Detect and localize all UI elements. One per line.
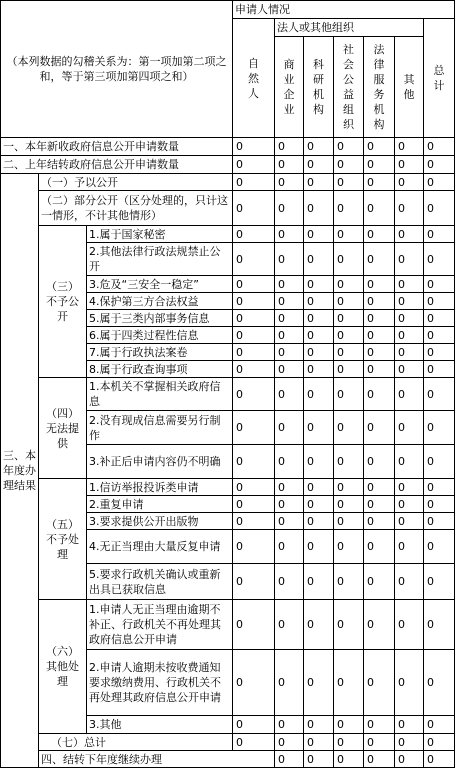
item-label: 8.属于行政查询事项	[87, 361, 233, 378]
header-research: 科研机构	[304, 37, 334, 138]
value-cell: 0	[275, 310, 304, 327]
value-cell: 0	[304, 310, 334, 327]
value-cell: 0	[275, 650, 304, 716]
value-cell: 0	[424, 496, 455, 513]
value-cell: 0	[334, 445, 364, 479]
value-cell: 0	[233, 226, 275, 243]
value-cell: 0	[334, 191, 364, 226]
value-cell: 0	[364, 650, 395, 716]
value-cell: 0	[233, 138, 275, 156]
value-cell: 0	[304, 411, 334, 445]
value-cell: 0	[364, 378, 395, 411]
value-cell: 0	[364, 243, 395, 276]
value-cell: 0	[395, 327, 424, 344]
value-cell: 0	[424, 344, 455, 361]
value-cell: 0	[233, 361, 275, 378]
row-label-new: 一、本年新收政府信息公开申请数量	[1, 138, 233, 156]
value-cell: 0	[424, 293, 455, 310]
value-cell: 0	[395, 751, 424, 768]
value-cell: 0	[233, 650, 275, 716]
value-cell: 0	[424, 564, 455, 600]
item-label: 4.无正当理由大量反复申请	[87, 530, 233, 564]
value-cell: 0	[395, 600, 424, 650]
value-cell: 0	[334, 650, 364, 716]
item-label: 3.要求提供公开出版物	[87, 513, 233, 530]
value-cell: 0	[275, 530, 304, 564]
item-label: 3.补正后申请内容仍不明确	[87, 445, 233, 479]
item-label: 1.本机关不掌握相关政府信息	[87, 378, 233, 411]
section3-label: 三、本年度办理结果	[1, 174, 39, 768]
value-cell: 0	[233, 327, 275, 344]
value-cell: 0	[304, 138, 334, 156]
value-cell: 0	[395, 243, 424, 276]
value-cell: 0	[364, 138, 395, 156]
value-cell: 0	[233, 411, 275, 445]
value-cell: 0	[424, 513, 455, 530]
value-cell: 0	[334, 327, 364, 344]
value-cell: 0	[334, 310, 364, 327]
value-cell: 0	[334, 513, 364, 530]
value-cell: 0	[395, 479, 424, 496]
group-label-unable: （四）无法提供	[39, 378, 87, 479]
value-cell: 0	[233, 716, 275, 734]
value-cell: 0	[395, 361, 424, 378]
value-cell: 0	[334, 276, 364, 293]
value-cell: 0	[424, 751, 455, 768]
value-cell: 0	[275, 716, 304, 734]
row-label-carry-forward: 四、结转下年度继续办理	[39, 751, 275, 768]
item-label: 2.其他法律行政法规禁止公开	[87, 243, 233, 276]
value-cell: 0	[334, 378, 364, 411]
item-label: 2.申请人逾期未按收费通知要求缴纳费用、行政机关不再处理其政府信息公开申请	[87, 650, 233, 716]
value-cell: 0	[275, 344, 304, 361]
value-cell: 0	[304, 191, 334, 226]
value-cell: 0	[364, 191, 395, 226]
value-cell: 0	[275, 138, 304, 156]
value-cell: 0	[364, 479, 395, 496]
value-cell: 0	[395, 650, 424, 716]
value-cell: 0	[395, 513, 424, 530]
value-cell: 0	[424, 174, 455, 191]
value-cell: 0	[304, 226, 334, 243]
value-cell: 0	[233, 600, 275, 650]
value-cell: 0	[424, 479, 455, 496]
value-cell: 0	[364, 564, 395, 600]
value-cell: 0	[233, 293, 275, 310]
value-cell: 0	[275, 734, 304, 751]
value-cell: 0	[424, 530, 455, 564]
value-cell: 0	[275, 243, 304, 276]
value-cell: 0	[304, 378, 334, 411]
value-cell: 0	[334, 734, 364, 751]
value-cell: 0	[275, 600, 304, 650]
value-cell: 0	[275, 191, 304, 226]
value-cell: 0	[233, 156, 275, 174]
item-label: 2.重复申请	[87, 496, 233, 513]
value-cell: 0	[334, 411, 364, 445]
value-cell: 0	[304, 751, 334, 768]
header-natural-person: 自然人	[233, 19, 275, 138]
value-cell: 0	[395, 411, 424, 445]
value-cell: 0	[424, 411, 455, 445]
value-cell: 0	[304, 530, 334, 564]
value-cell: 0	[275, 174, 304, 191]
value-cell: 0	[424, 243, 455, 276]
value-cell: 0	[334, 156, 364, 174]
value-cell: 0	[275, 361, 304, 378]
value-cell: 0	[304, 564, 334, 600]
value-cell: 0	[304, 276, 334, 293]
item-label: 6.属于四类过程性信息	[87, 327, 233, 344]
header-total: 总计	[424, 19, 455, 138]
value-cell: 0	[364, 600, 395, 650]
value-cell: 0	[233, 191, 275, 226]
value-cell: 0	[233, 496, 275, 513]
item-label: 4.保护第三方合法权益	[87, 293, 233, 310]
value-cell: 0	[364, 276, 395, 293]
value-cell: 0	[304, 293, 334, 310]
value-cell: 0	[395, 138, 424, 156]
value-cell: 0	[304, 327, 334, 344]
header-law: 法律服务机构	[364, 37, 395, 138]
value-cell: 0	[364, 361, 395, 378]
group-label-partial: （二）部分公开（区分处理的，只计这一情形，不计其他情形）	[39, 191, 233, 226]
value-cell: 0	[424, 191, 455, 226]
value-cell: 0	[424, 327, 455, 344]
value-cell: 0	[424, 226, 455, 243]
value-cell: 0	[233, 564, 275, 600]
group-label-not-open: （三）不予公开	[39, 226, 87, 378]
group-label-total: （七）总计	[39, 734, 233, 751]
value-cell: 0	[395, 734, 424, 751]
value-cell: 0	[275, 226, 304, 243]
value-cell: 0	[364, 156, 395, 174]
value-cell: 0	[304, 445, 334, 479]
value-cell: 0	[275, 327, 304, 344]
value-cell: 0	[334, 344, 364, 361]
header-applicant: 申请人情况	[233, 1, 455, 19]
value-cell: 0	[364, 310, 395, 327]
value-cell: 0	[395, 310, 424, 327]
value-cell: 0	[334, 600, 364, 650]
value-cell: 0	[233, 243, 275, 276]
value-cell: 0	[304, 479, 334, 496]
value-cell: 0	[334, 174, 364, 191]
value-cell: 0	[275, 445, 304, 479]
value-cell: 0	[304, 600, 334, 650]
value-cell: 0	[334, 226, 364, 243]
value-cell: 0	[233, 378, 275, 411]
value-cell: 0	[395, 564, 424, 600]
value-cell: 0	[424, 734, 455, 751]
item-label: 1.申请人无正当理由逾期不补正、行政机关不再处理其政府信息公开申请	[87, 600, 233, 650]
value-cell: 0	[334, 530, 364, 564]
value-cell: 0	[275, 564, 304, 600]
value-cell: 0	[364, 751, 395, 768]
value-cell: 0	[395, 293, 424, 310]
item-label: 2.没有现成信息需要另行制作	[87, 411, 233, 445]
value-cell: 0	[364, 411, 395, 445]
value-cell: 0	[395, 716, 424, 734]
group-label-not-processed: （五）不予处理	[39, 479, 87, 600]
value-cell: 0	[424, 378, 455, 411]
header-business: 商业企业	[275, 37, 304, 138]
value-cell: 0	[424, 445, 455, 479]
value-cell: 0	[334, 751, 364, 768]
item-label: 1.信访举报投诉类申请	[87, 479, 233, 496]
value-cell: 0	[304, 734, 334, 751]
value-cell: 0	[275, 496, 304, 513]
value-cell: 0	[304, 650, 334, 716]
value-cell: 0	[275, 276, 304, 293]
value-cell: 0	[364, 513, 395, 530]
value-cell: 0	[233, 174, 275, 191]
value-cell: 0	[395, 445, 424, 479]
value-cell: 0	[334, 479, 364, 496]
value-cell: 0	[304, 156, 334, 174]
value-cell: 0	[275, 411, 304, 445]
value-cell: 0	[233, 513, 275, 530]
group-label-open: （一）予以公开	[39, 174, 233, 191]
value-cell: 0	[364, 445, 395, 479]
item-label: 5.要求行政机关确认或重新出具已获取信息	[87, 564, 233, 600]
value-cell: 0	[424, 716, 455, 734]
row-label-carried: 二、上年结转政府信息公开申请数量	[1, 156, 233, 174]
value-cell: 0	[334, 716, 364, 734]
value-cell: 0	[304, 496, 334, 513]
header-social: 社会公益组织	[334, 37, 364, 138]
value-cell: 0	[395, 174, 424, 191]
value-cell: 0	[304, 174, 334, 191]
value-cell: 0	[395, 156, 424, 174]
value-cell: 0	[233, 445, 275, 479]
item-label: 7.属于行政执法案卷	[87, 344, 233, 361]
group-label-other-handling: （六）其他处理	[39, 600, 87, 734]
value-cell: 0	[275, 479, 304, 496]
value-cell: 0	[424, 600, 455, 650]
value-cell: 0	[275, 156, 304, 174]
value-cell: 0	[395, 276, 424, 293]
value-cell: 0	[334, 293, 364, 310]
value-cell: 0	[233, 310, 275, 327]
value-cell: 0	[395, 191, 424, 226]
value-cell: 0	[275, 293, 304, 310]
value-cell: 0	[364, 734, 395, 751]
header-other: 其他	[395, 37, 424, 138]
value-cell: 0	[395, 226, 424, 243]
value-cell: 0	[233, 734, 275, 751]
value-cell: 0	[233, 344, 275, 361]
value-cell: 0	[424, 310, 455, 327]
value-cell: 0	[364, 530, 395, 564]
value-cell: 0	[395, 496, 424, 513]
value-cell: 0	[364, 496, 395, 513]
value-cell: 0	[395, 530, 424, 564]
value-cell: 0	[364, 226, 395, 243]
value-cell: 0	[334, 243, 364, 276]
value-cell: 0	[364, 327, 395, 344]
value-cell: 0	[233, 479, 275, 496]
value-cell: 0	[424, 276, 455, 293]
value-cell: 0	[364, 716, 395, 734]
value-cell: 0	[304, 716, 334, 734]
value-cell: 0	[334, 564, 364, 600]
value-cell: 0	[233, 530, 275, 564]
value-cell: 0	[304, 361, 334, 378]
value-cell: 0	[334, 496, 364, 513]
value-cell: 0	[364, 293, 395, 310]
value-cell: 0	[334, 361, 364, 378]
value-cell: 0	[424, 361, 455, 378]
header-legal-group: 法人或其他组织	[275, 19, 424, 37]
value-cell: 0	[424, 650, 455, 716]
value-cell: 0	[364, 344, 395, 361]
value-cell: 0	[304, 513, 334, 530]
value-cell: 0	[275, 378, 304, 411]
value-cell: 0	[275, 751, 304, 768]
value-cell: 0	[424, 138, 455, 156]
item-label: 5.属于三类内部事务信息	[87, 310, 233, 327]
value-cell: 0	[395, 344, 424, 361]
value-cell: 0	[395, 378, 424, 411]
item-label: 3.其他	[87, 716, 233, 734]
value-cell: 0	[275, 513, 304, 530]
value-cell: 0	[424, 156, 455, 174]
value-cell: 0	[304, 344, 334, 361]
value-cell: 0	[233, 276, 275, 293]
value-cell: 0	[334, 138, 364, 156]
header-note: （本列数据的勾稽关系为：第一项加第二项之和，等于第三项加第四项之和）	[1, 1, 233, 138]
item-label: 3.危及“三安全一稳定”	[87, 276, 233, 293]
item-label: 1.属于国家秘密	[87, 226, 233, 243]
value-cell: 0	[304, 243, 334, 276]
value-cell: 0	[364, 174, 395, 191]
